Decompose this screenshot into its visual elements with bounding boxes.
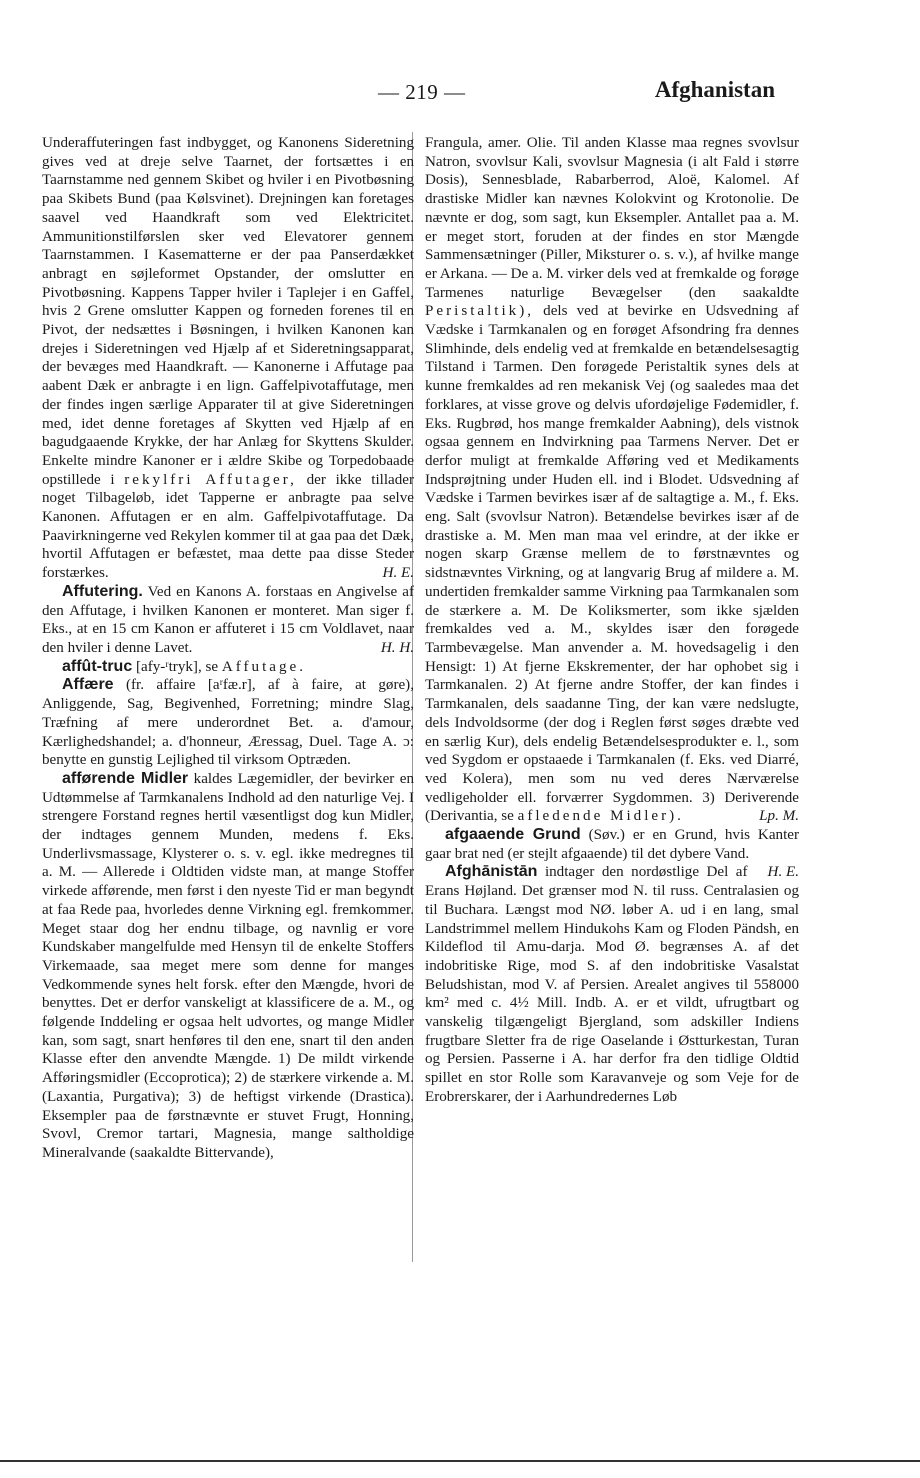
right-column bbox=[425, 134, 799, 1107]
headword: afførende Midler bbox=[62, 769, 189, 787]
author-signature: H. H. bbox=[380, 639, 414, 656]
left-column bbox=[42, 134, 414, 1163]
headword: afgaaende Grund bbox=[445, 826, 581, 844]
running-head: Afghanistan bbox=[654, 77, 775, 102]
author-signature: H. E. bbox=[382, 565, 414, 582]
author-signature: Lp. M. bbox=[759, 808, 799, 825]
author-signature: H. E. bbox=[767, 864, 799, 881]
page-header bbox=[0, 72, 920, 112]
headword: Affære bbox=[62, 676, 114, 694]
page-number: — 219 — bbox=[378, 80, 466, 104]
headword: Affutering. bbox=[62, 582, 143, 600]
entry-affut-truc: affût-truc [afy-ʳtryk], se Affutage. bbox=[62, 657, 306, 675]
entry-afgaaende-grund: afgaaende Grund (Søv.) er en Grund, hvis Kanter gaar brat ned (er stejlt afgaaende) til det dybere Vand. H. E. bbox=[425, 826, 800, 881]
entry-continuation: Frangula, amer. Olie. Til anden Klasse maa regnes svovlsur Natron, svovlsur Kali, svovlsur Magnesia (i alt Fald i større Dosis), Sennesblade, Rabarberrod, Aloë, Kalomel. Af drastiske Midler kan nævnes Kolokvint og Krotonolie. De nævnte er dog, som sagt, kun Eksempler. Antallet paa a. M. er meget stort, foruden at der findes en stor Mængde Sammensætninger (Piller, Miksturer o. s. v.), af hvilke mange er Arkana. — De a. M. virker dels ved at fremkalde og forøge Tarmenes naturlige Bevægelser (den saakaldte Peristaltik), dels ved at bevirke en Udsvedning af Vædske i Tarmkanalen og en forøget Afsondring fra dennes Slimhinde, dels endelig ved at fremkalde en betændelsesagtig Tilstand i Tarmen. Den forøgede Peristaltik synes dels at kunne fremkaldes ad ren mekanisk Vej (og saaledes maa det forklares, at visse grove og delvis ufordøjelige Fødemidler, f. Eks. Rugbrød, hos mange fremkalder Aabning), dels vistnok ogsaa gennem en Indvirkning paa Tarmens Nerver. Det er derfor muligt at fremkalde Afføring ved et Medikaments Indsprøjtning under Huden ell. ind i Blodet. Udsvedning af Vædske i Tarmen bevirkes især af de saltagtige a. M., f. Eks. eng. Salt (svovlsur Natron). Betændelse bevirkes især af de drastiske a. M. Men man maa vel erindre, at der ikke er nogen skarp Grænse mellem de to førstnævntes og sidstnævntes Virkning, og at langvarig Brug af mildere a. M. undertiden fremkalder samme Virkning paa Tarmkanalen som de stærkere a. M. De Koliksmerter, som ikke sjælden fremkaldes ved a. M., skyldes især den forøgede Tarmbevægelse. Man anvender a. M. hovedsagelig i den Hensigt: 1) At fjerne Ekskrementer, der har ophobet sig i Tarmkanalen. 2) At fjerne andre Stoffer, der kan findes i Tarmkanalen, dels saadanne Ting, der kan være nedslugte, dels Indvoldsorme (der dog i Reglen først søges dræbte ved en særlig Kur), dels endelig Betændelsesprodukter e. l., som ved Sygdom er opstaaede i Tarmkanalen (f. Eks. ved Diarré, ved Kolera), men som nu ved deres Nærværelse vedligeholder ell. forværrer Sygdommen. 3) Deriverende (Derivantia, se afledende Midler). Lp. M. bbox=[425, 135, 799, 825]
entry-afforende-midler: afførende Midler kaldes Lægemidler, der bevirker en Udtømmelse af Tarmkanalens Indhold ad den naturlige Vej. I strengere Forstand regnes hertil væsentligst dog kun Midler, der indtages gennem Munden, medens f. Eks. Underlivsmassage, Klysterer o. s. v. egl. ikke medregnes til a. M. — Allerede i Oldtiden vidste man, at mange Stoffer virkede afførende, men først i den nyeste Tid er man begyndt at faa Rede paa, hvorledes denne Virkning egl. fremkommer. Meget staar dog her endnu tilbage, og navnlig er vore Kundskaber mangelfulde med Hensyn til de enkelte Stoffers Virkemaade, saa meget mere som denne for manges Vedkommende synes helt forsk. efter den Mængde, hvori de benyttes. Det er derfor vanskeligt at klassificere de a. M., og følgende Inddeling er ogsaa helt udvortes, og mange Midler kan, som sagt, snart henføres til den ene, snart til den anden Klasse efter den anvendte Mængde. 1) De mildt virkende Afføringsmidler (Eccoprotica); 2) de stærkere virkende a. M. (Laxantia, Purgativa); 3) de heftigst virkende (Drastica). Eksempler paa de førstnævnte er stuvet Frugt, Honning, Svovl, Cremor tartari, Magnesia, mange saltholdige Mineralvande (saakaldte Bittervande), bbox=[42, 769, 415, 1161]
entry-affaere: Affære (fr. affaire [aʳfæ.r], af à faire, at gøre), Anliggende, Sag, Begivenhed, Forretning; mindre Slag, Træfning af mere underordnet Bet. a. d'amour, Kærlighedshandel; a. d'honneur, Æressag, Duel. Tage A. ɔ: benytte en gunstig Lejlighed til virksom Optræden. bbox=[42, 676, 414, 769]
bottom-rule bbox=[0, 1460, 920, 1462]
headword: affût-truc bbox=[62, 657, 133, 675]
entry-continuation: Underaffuteringen fast indbygget, og Kanonens Sideretning gives ved at dreje selve Taarnet, der fortsættes i en Taarnstamme ned gennem Skibet og hviler i en Pivotbøsning paa Skibets Bund (paa Kølsvinet). Drejningen kan foretages saavel ved Haandkraft som ved Elektricitet. Ammunitionstilførslen sker ved Elevatorer gennem Taarnstammen. I Kasematterne er der paa Panserdækket anbragt en søjleformet Opstander, der omslutter en Pivotbøsning. Kappens Tapper hviler i Taplejer i en Gaffel, hvis 2 Grene omslutter Kappen og forneden forenes til en Pivot, der nedsættes i Bøsningen, i hvilken Kanonen kan drejes i Sideretningen ved Hjælp af et Sideretningsapparat, der bevæges med Haandkraft. — Kanonerne i Affutage paa aabent Dæk er anbragte i en lign. Gaffelpivotaffutage, men der findes ingen særlige Apparater til at give Sideretningen med, idet denne foretages af Skytten ved Hjælp af en bagudgaaende Krykke, der har Anlæg for Skyttens Skulder. Enkelte mindre Kanoner er i ældre Skibe og Torpedobaade opstillede i rekylfri Affutager, der ikke tillader noget Tilbageløb, idet Tapperne er anbragte paa selve Kanonen. Affutagen er en alm. Gaffelpivotaffutage. Da Paavirkningerne ved Rekylen kommer til at gaa paa det Dæk, hvortil Affutagen er befæstet, maa dette paa disse Steder forstærkes. H. E. bbox=[42, 135, 414, 582]
entry-afghanistan: Afghānistān indtager den nordøstlige Del af Erans Højland. Det grænser mod N. til russ. Centralasien og til Buchara. Længst mod NØ. løber A. ud i en lang, smal Landstrimmel mellem Hindukohs Kam og Floden Pändsh, en Kildeflod til Amu-darja. Mod Ø. begrænses A. af det indobritiske Rige, mod S. af den indobritiske Vasalstat Beludshistan, mod V. af Persien. Arealet angives til 558000 km² med c. 4½ Mill. Indb. A. er et vildt, ufrugtbart og vanskelig tilgængeligt Bjergland, som adskiller Indiens frugtbare Sletter fra de rige Oaselande i Østturkestan, Turan og Persien. Passerne i A. har derfor fra den tidlige Oldtid spillet en stor Rolle som Karavanveje og som Veje for de Erobrerskarer, der i Aarhundredernes Løb bbox=[425, 863, 799, 1105]
entry-affutering: Affutering. Ved en Kanons A. forstaas en Angivelse af den Affutage, i hvilken Kanonen er monteret. Man siger f. Eks., at en 15 cm Kanon er affuteret i 15 cm Voldlavet, naar den hviler i denne Lavet. H. H. bbox=[42, 582, 414, 656]
headword: Afghānistān bbox=[445, 863, 538, 881]
